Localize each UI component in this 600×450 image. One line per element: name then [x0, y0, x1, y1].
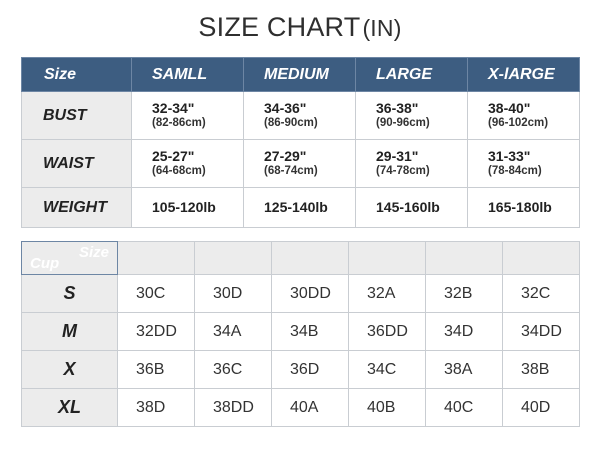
bust-cm: (90-96cm): [376, 117, 430, 129]
title-unit: (IN): [362, 15, 402, 41]
waist-cell: [244, 140, 356, 188]
row-label-weight: WEIGHT: [22, 188, 132, 228]
page-title: [0, 12, 600, 46]
cup-label: S: [22, 275, 118, 313]
band-cup-value: 36B: [118, 351, 195, 389]
band-cup-value: 30D: [195, 275, 272, 313]
corner-size-label: Size: [78, 244, 109, 261]
cup-label: XL: [22, 389, 118, 427]
band-cup-value: 40A: [272, 389, 349, 427]
cup-label: M: [22, 313, 118, 351]
band-cup-value: 34B: [272, 313, 349, 351]
bust-cm: (86-90cm): [264, 117, 318, 129]
band-cup-value: 36DD: [349, 313, 426, 351]
waist-cm: (68-74cm): [264, 165, 318, 177]
band-cup-value: 40B: [349, 389, 426, 427]
band-cup-value: 34C: [349, 351, 426, 389]
waist-cell: [132, 140, 244, 188]
row-label-bust: BUST: [22, 92, 132, 140]
header-empty-cell: [426, 242, 503, 275]
bust-inches: 32-34": [152, 100, 195, 116]
bust-cm: (82-86cm): [152, 117, 206, 129]
row-label-waist: WAIST: [22, 140, 132, 188]
bust-inches: 38-40": [488, 100, 531, 116]
band-cup-value: 36D: [272, 351, 349, 389]
weight-cell: [468, 188, 580, 228]
weight-value: 105-120lb: [152, 198, 216, 215]
weight-value: 165-180lb: [488, 198, 552, 215]
header-size-medium: MEDIUM: [244, 58, 356, 92]
band-cup-value: 32A: [349, 275, 426, 313]
band-cup-value: 32DD: [118, 313, 195, 351]
size-measurement-table: [21, 57, 580, 228]
bust-cell: [468, 92, 580, 140]
band-cup-value: 30C: [118, 275, 195, 313]
cup-row-s: [22, 275, 580, 313]
band-cup-value: 38A: [426, 351, 503, 389]
header-empty-cell: [503, 242, 580, 275]
bust-cell: [132, 92, 244, 140]
waist-cm: (74-78cm): [376, 165, 430, 177]
header-empty-cell: [118, 242, 195, 275]
header-empty-cell: [272, 242, 349, 275]
header-size-large: LARGE: [356, 58, 468, 92]
waist-inches: 31-33": [488, 148, 531, 164]
band-cup-value: 32C: [503, 275, 580, 313]
band-cup-value: 36C: [195, 351, 272, 389]
waist-cm: (64-68cm): [152, 165, 206, 177]
bust-row: [22, 92, 580, 140]
waist-cell: [356, 140, 468, 188]
header-size-xlarge: X-lARGE: [468, 58, 580, 92]
waist-row: [22, 140, 580, 188]
cup-row-xl: [22, 389, 580, 427]
band-cup-value: 32B: [426, 275, 503, 313]
bust-cell: [244, 92, 356, 140]
corner-cup-label: Cup: [30, 255, 60, 272]
waist-inches: 27-29": [264, 148, 307, 164]
band-cup-value: 30DD: [272, 275, 349, 313]
header-size-small: SAMLL: [132, 58, 244, 92]
weight-cell: [244, 188, 356, 228]
band-cup-value: 34DD: [503, 313, 580, 351]
waist-inches: 29-31": [376, 148, 419, 164]
cup-row-x: [22, 351, 580, 389]
waist-inches: 25-27": [152, 148, 195, 164]
header-empty-cell: [349, 242, 426, 275]
band-cup-value: 38B: [503, 351, 580, 389]
weight-cell: [356, 188, 468, 228]
weight-value: 125-140lb: [264, 198, 328, 215]
cup-header-row: [22, 242, 580, 275]
band-cup-value: 40C: [426, 389, 503, 427]
band-cup-value: 34D: [426, 313, 503, 351]
cup-size-table: [21, 241, 580, 427]
cup-label: X: [22, 351, 118, 389]
waist-cell: [468, 140, 580, 188]
bust-cell: [356, 92, 468, 140]
band-cup-value: 34A: [195, 313, 272, 351]
bust-cm: (96-102cm): [488, 117, 549, 129]
title-main: SIZE CHART: [198, 12, 361, 42]
weight-value: 145-160lb: [376, 198, 440, 215]
bust-inches: 36-38": [376, 100, 419, 116]
band-cup-value: 38DD: [195, 389, 272, 427]
size-header-row: [22, 58, 580, 92]
band-cup-value: 38D: [118, 389, 195, 427]
waist-cm: (78-84cm): [488, 165, 542, 177]
cup-row-m: [22, 313, 580, 351]
cup-size-corner: [22, 242, 118, 275]
weight-cell: [132, 188, 244, 228]
bust-inches: 34-36": [264, 100, 307, 116]
weight-row: [22, 188, 580, 228]
header-size-label: Size: [22, 58, 132, 92]
header-empty-cell: [195, 242, 272, 275]
band-cup-value: 40D: [503, 389, 580, 427]
